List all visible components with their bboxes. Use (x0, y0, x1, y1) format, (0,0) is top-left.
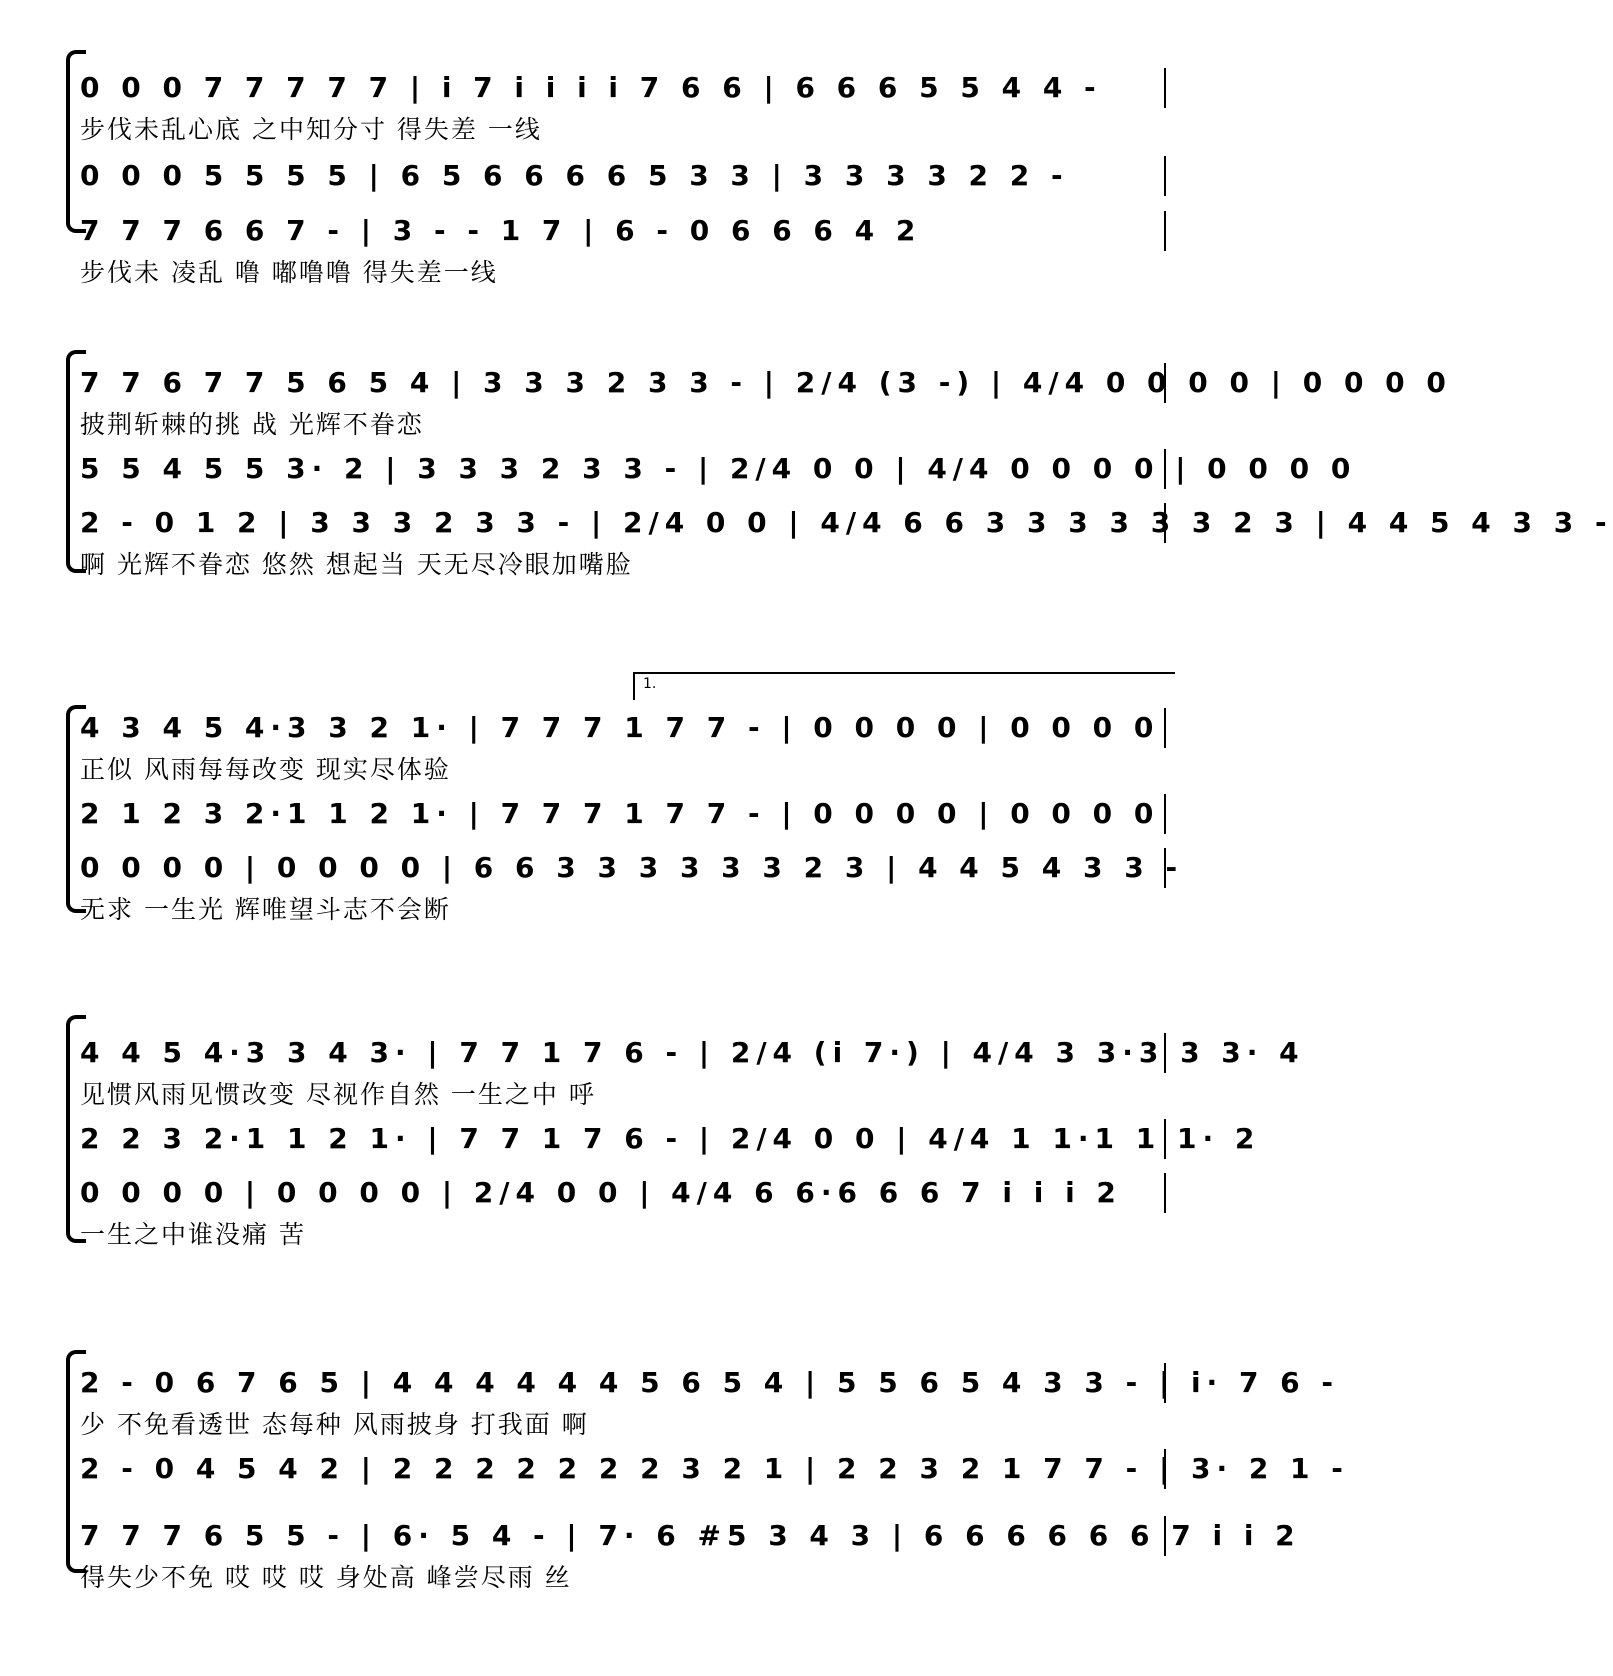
volta-label: 1. (643, 676, 657, 692)
notation-line: 2 - 0 6 7 6 5 | 4 4 4 4 4 4 5 6 5 4 | 5 5 6 5 4 3 3 - | i· 7 6 - (80, 1366, 1340, 1399)
staff-soprano (80, 702, 1166, 784)
staff-bass (80, 205, 1166, 287)
first-ending-bracket (633, 672, 1175, 700)
barline (1164, 1173, 1166, 1213)
lyrics: 啊 光辉不眷恋 悠然 想起当 天无尽冷眼加嘴脸 (80, 550, 633, 579)
barline (1164, 156, 1166, 196)
notation-line: 7 7 7 6 5 5 - | 6· 5 4 - | 7· 6 #5 3 4 3 | 6 6 6 6 6 6 7 i i 2 (80, 1519, 1301, 1552)
barline (1164, 363, 1166, 403)
lyrics: 无求 一生光 辉唯望斗志不会断 (80, 895, 451, 924)
notation-line: 2 1 2 3 2·1 1 2 1· | 7 7 7 1 7 7 - | 0 0 0 0 | 0 0 0 0 (80, 797, 1160, 830)
notation-line: 0 0 0 7 7 7 7 7 | i 7 i i i i 7 6 6 | 6 6 6 5 5 4 4 - (80, 71, 1102, 104)
lyrics: 得失少不免 哎 哎 哎 身处高 峰尝尽雨 丝 (80, 1563, 572, 1592)
score-system-5 (58, 1335, 1349, 1635)
staff-alto (80, 1443, 1349, 1495)
notation-line: 0 0 0 5 5 5 5 | 6 5 6 6 6 6 5 3 3 | 3 3 3 3 2 2 - (80, 159, 1069, 192)
notation-line: 7 7 7 6 6 7 - | 3 - - 1 7 | 6 - 0 6 6 6 4 2 (80, 214, 922, 247)
staff-alto (80, 443, 1357, 495)
notation-line: 7 7 6 7 7 5 6 5 4 | 3 3 3 2 3 3 - | 2/4 (3 -) | 4/4 0 0 0 0 | 0 0 0 0 (80, 366, 1452, 399)
lyrics: 正似 风雨每每改变 现实尽体验 (80, 755, 451, 784)
staff-alto (80, 788, 1166, 840)
barline (1164, 1033, 1166, 1073)
staff-alto (80, 150, 1166, 202)
notation-line: 5 5 4 5 5 3· 2 | 3 3 3 2 3 3 - | 2/4 0 0 | 4/4 0 0 0 0 | 0 0 0 0 (80, 452, 1357, 485)
lyrics: 步伐未乱心底 之中知分寸 得失差 一线 (80, 115, 542, 144)
barline (1164, 211, 1166, 251)
staff-bass (80, 1510, 1301, 1592)
barline (1164, 1516, 1166, 1556)
staff-bass (80, 497, 1613, 579)
staff-soprano (80, 357, 1452, 439)
barline (1164, 708, 1166, 748)
lyrics: 一生之中谁没痛 苦 (80, 1220, 306, 1249)
staff-bass (80, 1167, 1166, 1249)
notation-line: 0 0 0 0 | 0 0 0 0 | 2/4 0 0 | 4/4 6 6·6 6 6 7 i i i 2 (80, 1176, 1122, 1209)
score-system-2 (58, 335, 1613, 605)
notation-line: 4 4 5 4·3 3 4 3· | 7 7 1 7 6 - | 2/4 (i 7·) | 4/4 3 3·3 3 3· 4 (80, 1036, 1305, 1069)
score-system-3 (58, 660, 1184, 940)
staff-bass (80, 842, 1184, 924)
notation-line: 2 - 0 4 5 4 2 | 2 2 2 2 2 2 2 3 2 1 | 2 2 3 2 1 7 7 - | 3· 2 1 - (80, 1452, 1349, 1485)
barline (1164, 848, 1166, 888)
notation-line: 2 2 3 2·1 1 2 1· | 7 7 1 7 6 - | 2/4 0 0 | 4/4 1 1·1 1 1· 2 (80, 1122, 1261, 1155)
score-system-1 (58, 40, 1168, 310)
lyrics: 披荆斩棘的挑 战 光辉不眷恋 (80, 410, 424, 439)
barline (1164, 794, 1166, 834)
lyrics: 少 不免看透世 态每种 风雨披身 打我面 啊 (80, 1410, 589, 1439)
lyrics: 见惯风雨见惯改变 尽视作自然 一生之中 呼 (80, 1080, 596, 1109)
lyrics: 步伐未 凌乱 噜 嘟噜噜 得失差一线 (80, 258, 498, 287)
barline (1164, 449, 1166, 489)
barline (1164, 1363, 1166, 1403)
staff-soprano (80, 1027, 1305, 1109)
notation-line: 4 3 4 5 4·3 3 2 1· | 7 7 7 1 7 7 - | 0 0 0 0 | 0 0 0 0 (80, 711, 1160, 744)
notation-line: 0 0 0 0 | 0 0 0 0 | 6 6 3 3 3 3 3 3 2 3 | 4 4 5 4 3 3 - (80, 851, 1184, 884)
score-system-4 (58, 1005, 1305, 1275)
staff-soprano (80, 1357, 1340, 1439)
notation-line: 2 - 0 1 2 | 3 3 3 2 3 3 - | 2/4 0 0 | 4/4 6 6 3 3 3 3 3 3 2 3 | 4 4 5 4 3 3 - (80, 506, 1613, 539)
barline (1164, 1449, 1166, 1489)
staff-alto (80, 1113, 1261, 1165)
barline (1164, 1119, 1166, 1159)
barline (1164, 503, 1166, 543)
lyric-line-soprano (80, 62, 1166, 144)
